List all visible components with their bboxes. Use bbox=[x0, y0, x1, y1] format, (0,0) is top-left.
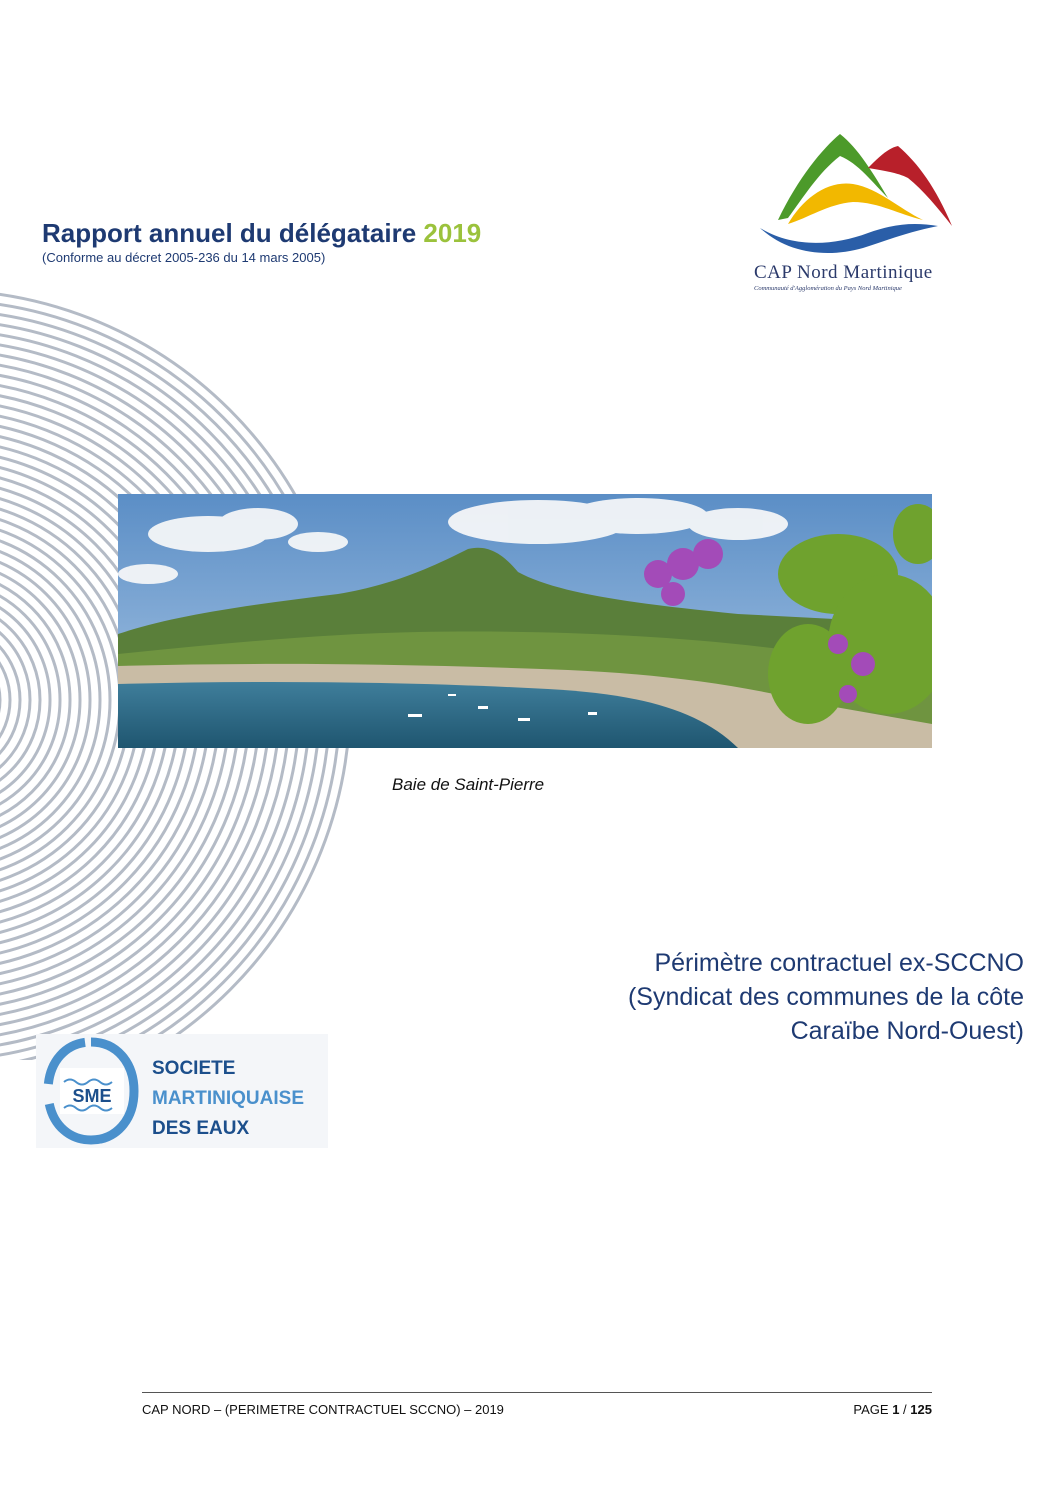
arc-ring bbox=[0, 550, 90, 850]
logo-green-peak bbox=[778, 134, 888, 220]
arc-ring bbox=[0, 590, 50, 810]
sme-line-2: MARTINIQUAISE bbox=[152, 1088, 304, 1109]
report-subtitle: (Conforme au décret 2005-236 du 14 mars 2005) bbox=[42, 250, 326, 265]
footer-left-text: CAP NORD – (PERIMETRE CONTRACTUEL SCCNO) – 2019 bbox=[142, 1402, 504, 1417]
title-block bbox=[42, 216, 481, 265]
logo-blue-wave bbox=[760, 224, 938, 253]
perimetre-heading bbox=[628, 946, 1024, 1048]
sme-abbr: SME bbox=[72, 1086, 112, 1106]
report-title-main: Rapport annuel du délégataire bbox=[42, 218, 417, 248]
footer-page-number bbox=[853, 1402, 932, 1417]
sme-logo bbox=[36, 1034, 328, 1148]
sme-wordmark bbox=[152, 1054, 304, 1144]
sme-line-3: DES EAUX bbox=[152, 1118, 250, 1139]
sme-emblem bbox=[36, 1034, 146, 1148]
page-footer bbox=[142, 1392, 932, 1417]
report-year: 2019 bbox=[423, 218, 482, 248]
perimetre-line-3: Caraïbe Nord-Ouest) bbox=[790, 1017, 1024, 1045]
footer-page-current: 1 bbox=[892, 1402, 900, 1417]
footer-page-separator: / bbox=[903, 1402, 907, 1417]
perimetre-line-1: Périmètre contractuel ex-SCCNO bbox=[654, 949, 1024, 977]
sme-line-1: SOCIETE bbox=[152, 1058, 236, 1079]
cap-nord-tagline: Communauté d'Agglomération du Pays Nord Martinique bbox=[754, 285, 902, 292]
arc-ring bbox=[0, 610, 30, 790]
photo-caption: Baie de Saint-Pierre bbox=[392, 775, 545, 794]
report-title bbox=[42, 216, 481, 250]
footer-page-total: 125 bbox=[910, 1402, 932, 1417]
footer-page-label: PAGE bbox=[853, 1402, 889, 1417]
cap-nord-name: CAP Nord Martinique bbox=[754, 262, 933, 283]
perimetre-line-2: (Syndicat des communes de la côte bbox=[627, 983, 1024, 1011]
bay-photo bbox=[118, 494, 932, 748]
